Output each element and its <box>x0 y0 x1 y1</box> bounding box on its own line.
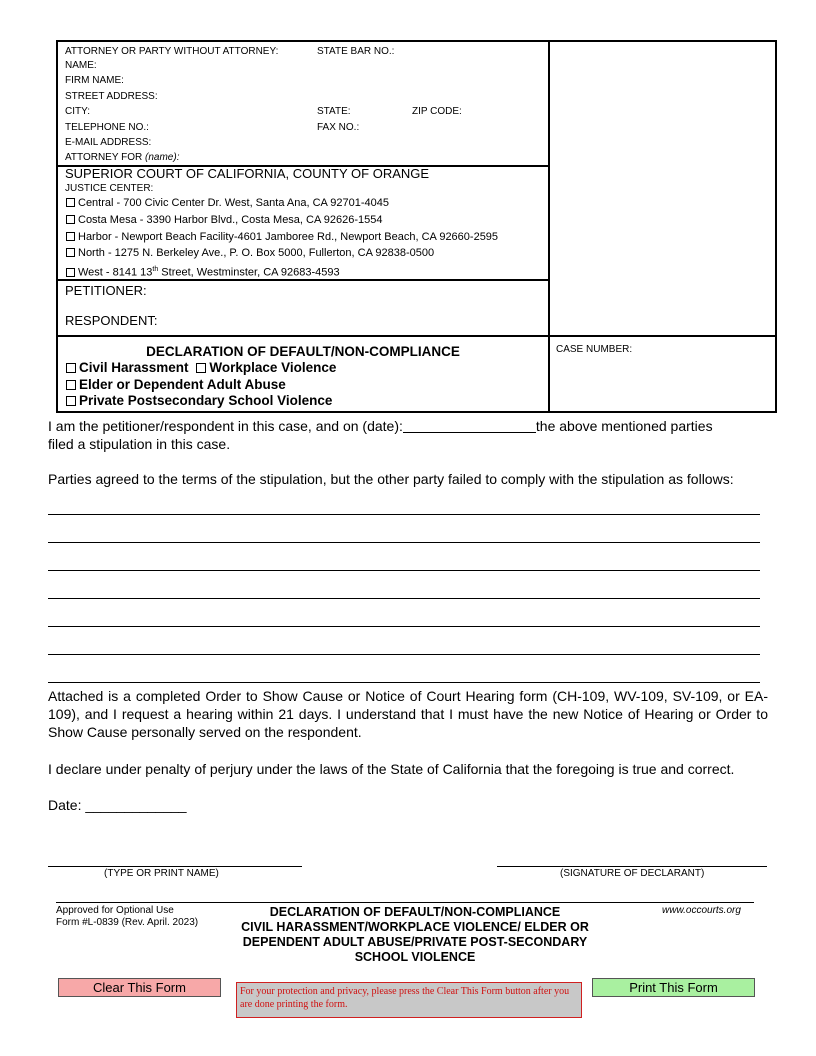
date-row <box>48 796 768 814</box>
approved-text: Approved for Optional Use <box>56 905 174 916</box>
petitioner-label: PETITIONER: <box>65 283 147 298</box>
date-filed-input[interactable] <box>403 418 536 433</box>
fax-label: FAX NO.: <box>317 122 360 133</box>
date-label: Date: <box>48 797 82 813</box>
checkbox-costa-mesa[interactable] <box>66 215 75 224</box>
intro-line-2: filed a stipulation in this case. <box>48 436 231 452</box>
option-civil-harassment: Civil Harassment <box>79 360 189 375</box>
location-west[interactable] <box>66 262 340 281</box>
footer-title-line-3: DEPENDENT ADULT ABUSE/PRIVATE POST-SECONDARY <box>242 935 588 949</box>
option-school-violence: Private Postsecondary School Violence <box>79 393 333 408</box>
attorney-label: ATTORNEY OR PARTY WITHOUT ATTORNEY: <box>65 46 279 57</box>
checkbox-workplace-violence[interactable] <box>196 363 206 373</box>
case-number-field[interactable] <box>556 358 770 406</box>
court-use-area <box>556 48 770 330</box>
clear-form-button[interactable]: Clear This Form <box>58 978 221 997</box>
location-west-sup: th <box>152 266 159 273</box>
location-central-text: Central - 700 Civic Center Dr. West, Santa Ana, CA 92701-4045 <box>78 197 390 209</box>
case-number-label: CASE NUMBER: <box>556 344 633 355</box>
street-address-label: STREET ADDRESS: <box>65 91 158 102</box>
footer-title-line-4: SCHOOL VIOLENCE <box>354 950 476 964</box>
non-compliance-line-5[interactable] <box>48 626 760 627</box>
option-row-3 <box>66 393 332 408</box>
non-compliance-line-3[interactable] <box>48 570 760 571</box>
form-number: Form #L-0839 (Rev. April. 2023) <box>56 917 199 928</box>
attorney-for-text: ATTORNEY FOR <box>65 152 146 163</box>
attorney-for-label <box>65 150 179 165</box>
attached-text: Attached is a completed Order to Show Cause or Notice of Court Hearing form (CH-109, WV-109, SV-109, or EA-109), and I request a hearing within 21 days. I understand that I must have the new Notice of Hearing or Order to Show Cause personally served on the respondent. <box>48 688 768 740</box>
website-link[interactable]: www.occourts.org <box>662 905 741 916</box>
footer-title-line-1: DECLARATION OF DEFAULT/NON-COMPLIANCE <box>269 905 561 919</box>
option-row-1 <box>66 360 336 375</box>
checkbox-west[interactable] <box>66 268 75 277</box>
location-costa-mesa-text: Costa Mesa - 3390 Harbor Blvd., Costa Mesa, CA 92626-1554 <box>78 214 383 226</box>
justice-center-label: JUSTICE CENTER: <box>65 183 154 194</box>
telephone-label: TELEPHONE NO.: <box>65 122 149 133</box>
location-west-prefix: West - 8141 13 <box>78 266 153 279</box>
city-label: CITY: <box>65 106 91 117</box>
firm-name-label: FIRM NAME: <box>65 75 124 86</box>
checkbox-central[interactable] <box>66 198 75 207</box>
intro-part2: the above mentioned parties <box>535 418 713 434</box>
intro-part1: I am the petitioner/respondent in this case, and on (date): <box>48 418 403 434</box>
declaration-title: DECLARATION OF DEFAULT/NON-COMPLIANCE <box>146 344 460 359</box>
print-form-button[interactable]: Print This Form <box>592 978 755 997</box>
state-label: STATE: <box>317 106 351 117</box>
location-central[interactable] <box>66 195 389 212</box>
state-bar-label: STATE BAR NO.: <box>317 46 395 57</box>
checkbox-elder-abuse[interactable] <box>66 380 76 390</box>
non-compliance-line-2[interactable] <box>48 542 760 543</box>
checkbox-north[interactable] <box>66 248 75 257</box>
checkbox-harbor[interactable] <box>66 232 75 241</box>
date-input[interactable]: _____________ <box>85 797 187 813</box>
court-title: SUPERIOR COURT OF CALIFORNIA, COUNTY OF ORANGE <box>65 166 430 181</box>
location-north-text: North - 1275 N. Berkeley Ave., P. O. Box 5000, Fullerton, CA 92838-0500 <box>78 247 435 259</box>
non-compliance-line-6[interactable] <box>48 654 760 655</box>
respondent-label: RESPONDENT: <box>65 313 158 328</box>
signature-caption: (SIGNATURE OF DECLARANT) <box>560 868 705 879</box>
intro-line-1 <box>48 417 768 435</box>
location-costa-mesa[interactable] <box>66 212 383 229</box>
footer-divider <box>56 902 754 903</box>
privacy-notice: For your protection and privacy, please press the Clear This Form button after you are done printing the form. <box>236 982 582 1018</box>
perjury-text: I declare under penalty of perjury under the laws of the State of California that the foregoing is true and correct. <box>48 761 735 777</box>
agreed-text: Parties agreed to the terms of the stipulation, but the other party failed to comply with the stipulation as follows: <box>48 471 734 487</box>
non-compliance-line-1[interactable] <box>48 514 760 515</box>
attorney-for-hint: (name): <box>145 152 180 163</box>
location-harbor-text: Harbor - Newport Beach Facility-4601 Jamboree Rd., Newport Beach, CA 92660-2595 <box>78 231 499 243</box>
checkbox-civil-harassment[interactable] <box>66 363 76 373</box>
location-north[interactable] <box>66 245 434 262</box>
footer-title-line-2: CIVIL HARASSMENT/WORKPLACE VIOLENCE/ ELDER OR <box>241 920 589 934</box>
name-label: NAME: <box>65 60 97 71</box>
location-harbor[interactable] <box>66 229 498 246</box>
option-workplace-violence: Workplace Violence <box>209 360 337 375</box>
checkbox-school-violence[interactable] <box>66 396 76 406</box>
print-name-caption: (TYPE OR PRINT NAME) <box>104 868 219 879</box>
footer-title <box>215 905 615 965</box>
zip-code-label: ZIP CODE: <box>412 106 462 117</box>
option-row-2 <box>66 377 286 392</box>
non-compliance-line-7[interactable] <box>48 682 760 683</box>
location-west-suffix: Street, Westminster, CA 92683-4593 <box>158 266 340 279</box>
option-elder-abuse: Elder or Dependent Adult Abuse <box>79 377 286 392</box>
email-label: E-MAIL ADDRESS: <box>65 137 152 148</box>
non-compliance-line-4[interactable] <box>48 598 760 599</box>
